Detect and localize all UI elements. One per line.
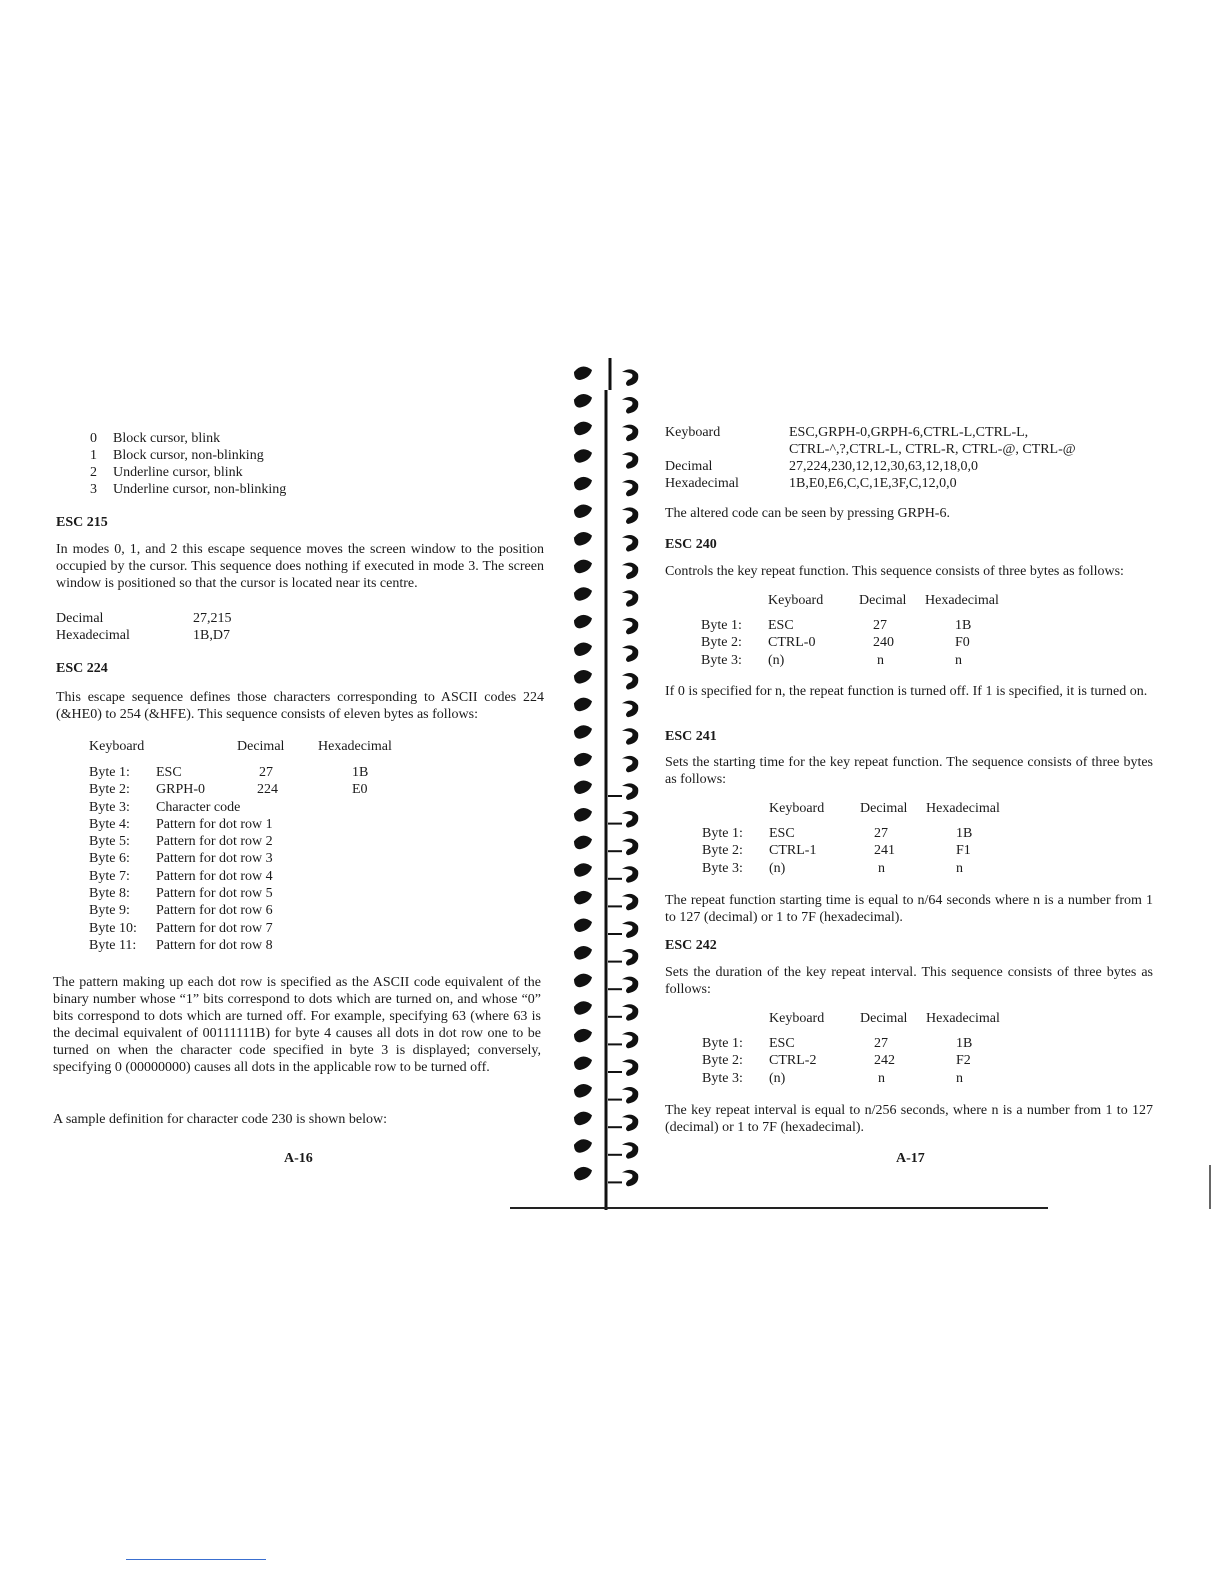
binding-coil-left bbox=[574, 670, 592, 684]
esc242-byte-table bbox=[702, 1011, 1000, 1088]
table-row: Byte 1: ESC 27 1B bbox=[701, 618, 972, 633]
esc240-description: Controls the key repeat function. This sequence consists of three bytes as follows: bbox=[665, 564, 1124, 579]
binding-coil-left bbox=[574, 1029, 592, 1043]
binding-coil-right bbox=[622, 866, 638, 883]
table-row: Byte 1: ESC 27 1B bbox=[89, 765, 369, 780]
page-number-right: A-17 bbox=[896, 1151, 925, 1166]
binding-coil-left bbox=[574, 504, 592, 518]
binding-coil-right bbox=[622, 397, 638, 414]
binding-coil-left bbox=[574, 808, 592, 822]
binding-coil-left bbox=[574, 725, 592, 739]
binding-coil-right bbox=[622, 701, 638, 718]
binding-coil-right bbox=[622, 977, 638, 994]
binding-coil-left bbox=[574, 394, 592, 408]
esc224-byte-table bbox=[89, 739, 392, 955]
binding-coil-right bbox=[622, 425, 638, 442]
table-row: Byte 2: CTRL-0 240 F0 bbox=[701, 635, 970, 651]
binding-coil-left bbox=[574, 753, 592, 767]
list-item: 2 Underline cursor, blink bbox=[90, 465, 243, 480]
table-row: Byte 3: Character code bbox=[89, 799, 241, 815]
esc241-explanation: The repeat function starting time is equal to n/64 seconds where n is a number from 1 to 127 (decimal) or 1 to 7F (hexadecimal). bbox=[665, 893, 1153, 925]
table-row: Byte 2: CTRL-1 241 F1 bbox=[702, 843, 971, 859]
binding-coil-right bbox=[622, 1059, 638, 1076]
binding-coil-right bbox=[622, 1142, 638, 1159]
binding-coil-right bbox=[622, 507, 638, 524]
esc215-heading: ESC 215 bbox=[56, 515, 108, 530]
table-header-row: Keyboard Decimal Hexadecimal bbox=[769, 801, 1000, 816]
table-row: Byte 2: GRPH-0 224 E0 bbox=[89, 782, 368, 798]
left-page bbox=[0, 0, 580, 1584]
sample-keyboard-line1: ESC,GRPH-0,GRPH-6,CTRL-L,CTRL-L, bbox=[789, 425, 1029, 440]
table-row: Byte 3: (n) n n bbox=[701, 652, 962, 668]
esc241-description: Sets the starting time for the key repeat function. The sequence consists of three bytes as follows: bbox=[665, 755, 1153, 787]
binding-coil-right bbox=[622, 1170, 638, 1187]
binding-coil-right bbox=[622, 645, 638, 662]
binding-coil-left bbox=[574, 1167, 592, 1181]
sample-keyboard-line2: CTRL-^,?,CTRL-L, CTRL-R, CTRL-@, CTRL-@ bbox=[789, 442, 1076, 457]
esc242-heading: ESC 242 bbox=[665, 938, 717, 953]
binding-coil-right bbox=[622, 1115, 638, 1132]
esc215-description: In modes 0, 1, and 2 this escape sequence moves the screen window to the position occupied by the cursor. This sequence does nothing if executed in mode 3. The screen window is positioned so that the cursor is located near its centre. bbox=[56, 542, 544, 591]
table-header-row bbox=[89, 739, 392, 765]
sample-hex-label: Hexadecimal bbox=[665, 476, 739, 491]
binding-coil-right bbox=[622, 563, 638, 580]
binding-coil-left bbox=[574, 918, 592, 932]
table-row: Byte 9: Pattern for dot row 6 bbox=[89, 903, 273, 919]
esc241-heading: ESC 241 bbox=[665, 729, 717, 744]
binding-coil-right bbox=[622, 921, 638, 938]
esc215-hex-value: 1B,D7 bbox=[193, 628, 230, 643]
table-row: Byte 3: (n) n n bbox=[702, 1070, 963, 1086]
table-row: Byte 11: Pattern for dot row 8 bbox=[89, 937, 273, 953]
esc215-decimal-value: 27,215 bbox=[193, 611, 232, 626]
esc224-heading: ESC 224 bbox=[56, 661, 108, 676]
list-item: 3 Underline cursor, non-blinking bbox=[90, 482, 287, 497]
table-row: Byte 8: Pattern for dot row 5 bbox=[89, 886, 273, 902]
table-row: Byte 1: ESC 27 1B bbox=[702, 1036, 973, 1051]
esc241-byte-table bbox=[702, 801, 1000, 878]
binding-coil-left bbox=[574, 615, 592, 629]
sample-decimal-value: 27,224,230,12,12,30,63,12,18,0,0 bbox=[789, 459, 978, 474]
binding-coil-left bbox=[574, 836, 592, 850]
binding-coil-left bbox=[574, 587, 592, 601]
right-page bbox=[640, 0, 1224, 1584]
pattern-explanation: The pattern making up each dot row is specified as the ASCII code equivalent of the binary number whose “1” bits correspond to dots which are turned on, and whose “0” bits correspond to dots which are turned off. For example, specifying 63 (where 63 is the decimal equivalent of 00111111B) for byte 4 causes all dots in dot row one to be turned on when the character code specified in byte 3 is displayed; conversely, specifying 0 (00000000) causes all dots in the applicable row to be turned off. bbox=[53, 975, 541, 1075]
esc224-description: This escape sequence defines those characters corresponding to ASCII codes 224 (&HE0) to 254 (&HFE). This sequence consists of eleven bytes as follows: bbox=[56, 690, 544, 722]
table-row: Byte 5: Pattern for dot row 2 bbox=[89, 834, 273, 850]
binding-coil-right bbox=[622, 949, 638, 966]
sample-keyboard-label: Keyboard bbox=[665, 425, 721, 440]
list-item: 1 Block cursor, non-blinking bbox=[90, 448, 264, 463]
binding-coil-right bbox=[622, 728, 638, 745]
binding-coil-left bbox=[574, 642, 592, 656]
table-row: Byte 6: Pattern for dot row 3 bbox=[89, 851, 273, 867]
binding-coil-right bbox=[622, 894, 638, 911]
binding-coil-left bbox=[574, 1056, 592, 1070]
binding-coil-left bbox=[574, 1001, 592, 1015]
binding-coil-left bbox=[574, 477, 592, 491]
binding-coil-left bbox=[574, 1084, 592, 1098]
table-row: Byte 1: ESC 27 1B bbox=[702, 826, 973, 841]
table-row: Byte 4: Pattern for dot row 1 bbox=[89, 816, 273, 832]
binding-coil-left bbox=[574, 449, 592, 463]
decimal-header: Decimal bbox=[237, 739, 285, 754]
binding-coil-left bbox=[574, 698, 592, 712]
binding-coil-left bbox=[574, 532, 592, 546]
binding-coil-right bbox=[622, 839, 638, 856]
keyboard-header: Keyboard bbox=[89, 739, 145, 754]
table-row: Byte 3: (n) n n bbox=[702, 860, 963, 876]
binding-coil-left bbox=[574, 560, 592, 574]
binding-coil-left bbox=[574, 946, 592, 960]
esc240-byte-table bbox=[701, 593, 999, 670]
table-header-row: Keyboard Decimal Hexadecimal bbox=[769, 1011, 1000, 1026]
binding-coil-right bbox=[622, 369, 638, 386]
binding-coil-right bbox=[622, 618, 638, 635]
binding-coil-left bbox=[574, 974, 592, 988]
footer-rule bbox=[126, 1559, 266, 1560]
sample-intro: A sample definition for character code 230 is shown below: bbox=[53, 1112, 387, 1127]
esc215-decimal-label: Decimal bbox=[56, 611, 104, 626]
cursor-mode-list bbox=[90, 430, 286, 498]
binding-coil-right bbox=[622, 811, 638, 828]
esc242-explanation: The key repeat interval is equal to n/256 seconds, where n is a number from 1 to 127 (decimal) or 1 to 7F (hexadecimal). bbox=[665, 1103, 1153, 1135]
binding-coil-right bbox=[622, 480, 638, 497]
binding-coil-right bbox=[622, 756, 638, 773]
table-row: Byte 2: CTRL-2 242 F2 bbox=[702, 1053, 971, 1069]
binding-coil-right bbox=[622, 1032, 638, 1049]
binding-coil-right bbox=[622, 452, 638, 469]
sample-decimal-label: Decimal bbox=[665, 459, 713, 474]
binding-coil-left bbox=[574, 1112, 592, 1126]
sample-note: The altered code can be seen by pressing GRPH-6. bbox=[665, 506, 950, 521]
table-header-row: Keyboard Decimal Hexadecimal bbox=[768, 593, 999, 608]
table-row: Byte 7: Pattern for dot row 4 bbox=[89, 868, 273, 884]
table-row: Byte 10: Pattern for dot row 7 bbox=[89, 920, 273, 936]
binding-coil-left bbox=[574, 366, 592, 380]
page-number-left: A-16 bbox=[284, 1151, 313, 1166]
binding-coil-right bbox=[622, 1004, 638, 1021]
sample-hex-value: 1B,E0,E6,C,C,1E,3F,C,12,0,0 bbox=[789, 476, 957, 491]
binding-coil-right bbox=[622, 590, 638, 607]
hex-header: Hexadecimal bbox=[318, 739, 392, 754]
binding-coil-left bbox=[574, 422, 592, 436]
binding-coil-left bbox=[574, 863, 592, 877]
esc242-description: Sets the duration of the key repeat interval. This sequence consists of three bytes as follows: bbox=[665, 965, 1153, 997]
binding-coil-left bbox=[574, 891, 592, 905]
list-item: 0 Block cursor, blink bbox=[90, 431, 221, 446]
binding-coil-right bbox=[622, 1087, 638, 1104]
esc240-heading: ESC 240 bbox=[665, 537, 717, 552]
binding-coil-left bbox=[574, 780, 592, 794]
esc240-explanation: If 0 is specified for n, the repeat function is turned off. If 1 is specified, it is turned on. bbox=[665, 684, 1148, 699]
binding-coil-right bbox=[622, 783, 638, 800]
esc215-hex-label: Hexadecimal bbox=[56, 628, 130, 643]
binding-coil-right bbox=[622, 673, 638, 690]
binding-coil-right bbox=[622, 535, 638, 552]
binding-coil-left bbox=[574, 1139, 592, 1153]
